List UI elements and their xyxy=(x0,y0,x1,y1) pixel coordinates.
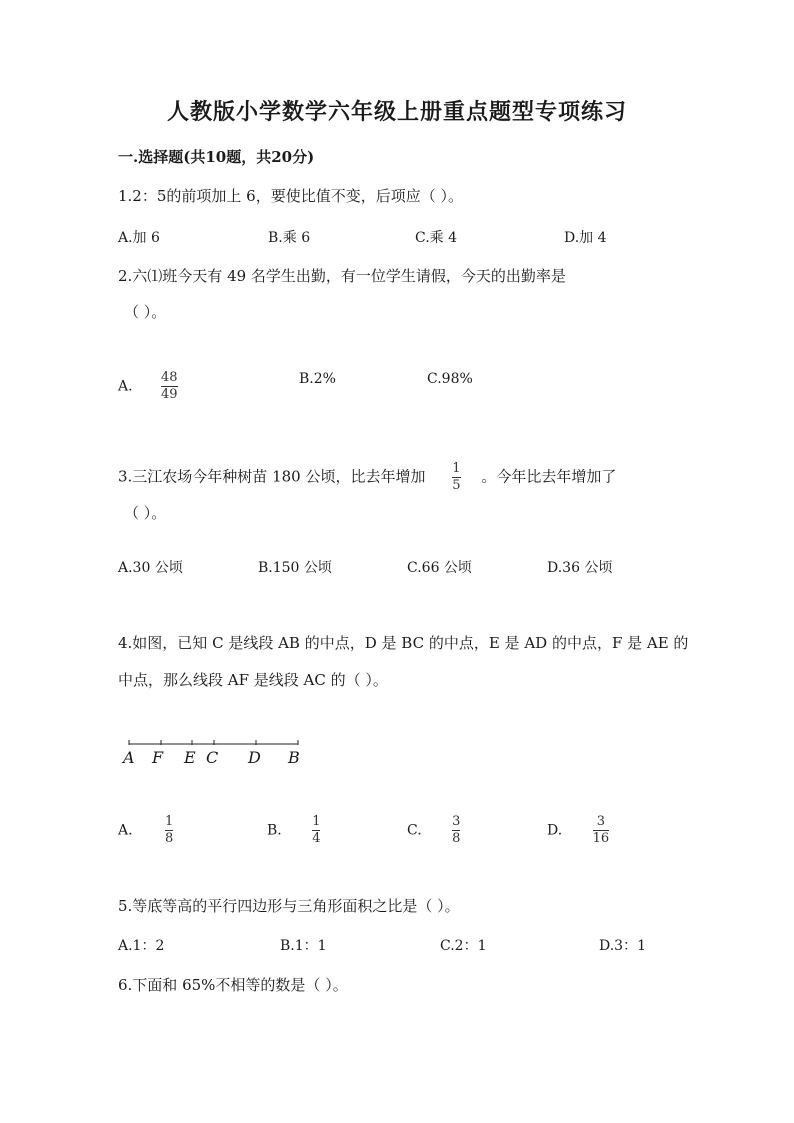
fraction-denominator: 16 xyxy=(592,831,610,846)
q1-option-a[interactable]: A.加 6 xyxy=(118,230,160,246)
q1-option-c[interactable]: C.乘 4 xyxy=(415,230,458,246)
q5-option-b[interactable]: B.1：1 xyxy=(280,938,327,954)
q3-option-a[interactable]: A.30 公顷 xyxy=(118,560,183,576)
line-segment-diagram xyxy=(118,738,318,772)
q2-option-a-fraction xyxy=(161,371,178,402)
point-label-a: A xyxy=(123,748,135,767)
fraction-numerator: 1 xyxy=(312,814,321,829)
point-label-b: B xyxy=(288,748,300,767)
q4-option-a[interactable] xyxy=(118,815,173,846)
q4-option-b-fraction xyxy=(312,815,320,846)
q2-option-a-label: A. xyxy=(118,378,133,395)
fraction-numerator: 3 xyxy=(452,814,461,829)
point-label-c: C xyxy=(206,748,219,767)
q4-option-b-label: B. xyxy=(267,822,282,839)
q2-option-c[interactable]: C.98% xyxy=(427,371,473,387)
question-5-text: 5.等底等高的平行四边形与三角形面积之比是（ ）。 xyxy=(118,897,460,915)
fraction-denominator: 8 xyxy=(165,831,174,846)
question-4-text-line1: 4.如图，已知 C 是线段 AB 的中点，D 是 BC 的中点，E 是 AD 的中点，F 是 AE 的 xyxy=(118,634,689,652)
fraction-numerator: 1 xyxy=(165,814,174,829)
fraction-denominator: 49 xyxy=(161,387,178,402)
q2-option-a[interactable] xyxy=(118,371,178,402)
question-4-text-line2: 中点，那么线段 AF 是线段 AC 的（ ）。 xyxy=(118,671,388,689)
q4-option-b[interactable] xyxy=(267,815,320,846)
q4-option-c-label: C. xyxy=(407,822,422,839)
q4-option-d-fraction xyxy=(593,815,610,846)
section-heading: 一.选择题(共10题，共20分) xyxy=(118,148,315,166)
fraction-numerator: 48 xyxy=(161,370,178,385)
question-3-text-part1: 3.三江农场今年种树苗 180 公顷，比去年增加 xyxy=(118,467,426,486)
q4-option-c[interactable] xyxy=(407,815,460,846)
question-2-blank: （ ）。 xyxy=(124,303,167,321)
question-3-blank: （ ）。 xyxy=(124,504,167,522)
q4-option-a-label: A. xyxy=(118,822,133,839)
fraction-numerator: 3 xyxy=(596,814,606,829)
q3-option-b[interactable]: B.150 公顷 xyxy=(258,560,332,576)
page-title: 人教版小学数学六年级上册重点题型专项练习 xyxy=(166,99,627,125)
q4-option-d[interactable] xyxy=(547,815,609,846)
q5-option-d[interactable]: D.3：1 xyxy=(599,938,646,954)
fraction-numerator: 1 xyxy=(452,461,461,476)
q4-option-c-fraction xyxy=(452,815,460,846)
point-label-d: D xyxy=(248,748,261,767)
q1-option-b[interactable]: B.乘 6 xyxy=(268,230,311,246)
point-label-f: F xyxy=(152,748,164,767)
q4-option-d-label: D. xyxy=(547,822,563,839)
question-2-text: 2.六⑴班今天有 49 名学生出勤，有一位学生请假，今天的出勤率是 xyxy=(118,267,566,285)
question-1-text: 1.2：5的前项加上 6，要使比值不变，后项应（ ）。 xyxy=(118,187,463,205)
fraction-denominator: 5 xyxy=(452,478,461,493)
question-3-text-part2: 。今年比去年增加了 xyxy=(481,467,617,486)
q3-fraction xyxy=(452,462,460,493)
q5-option-a[interactable]: A.1：2 xyxy=(118,938,165,954)
q1-option-d[interactable]: D.加 4 xyxy=(564,230,607,246)
question-3-text xyxy=(118,462,616,493)
question-6-text: 6.下面和 65%不相等的数是（ ）。 xyxy=(118,976,348,994)
q4-option-a-fraction xyxy=(165,815,173,846)
point-label-e: E xyxy=(184,748,196,767)
q2-option-b[interactable]: B.2% xyxy=(299,371,336,387)
q3-option-d[interactable]: D.36 公顷 xyxy=(547,560,613,576)
fraction-denominator: 8 xyxy=(452,831,461,846)
fraction-denominator: 4 xyxy=(312,831,321,846)
q3-option-c[interactable]: C.66 公顷 xyxy=(407,560,472,576)
q5-option-c[interactable]: C.2：1 xyxy=(440,938,487,954)
